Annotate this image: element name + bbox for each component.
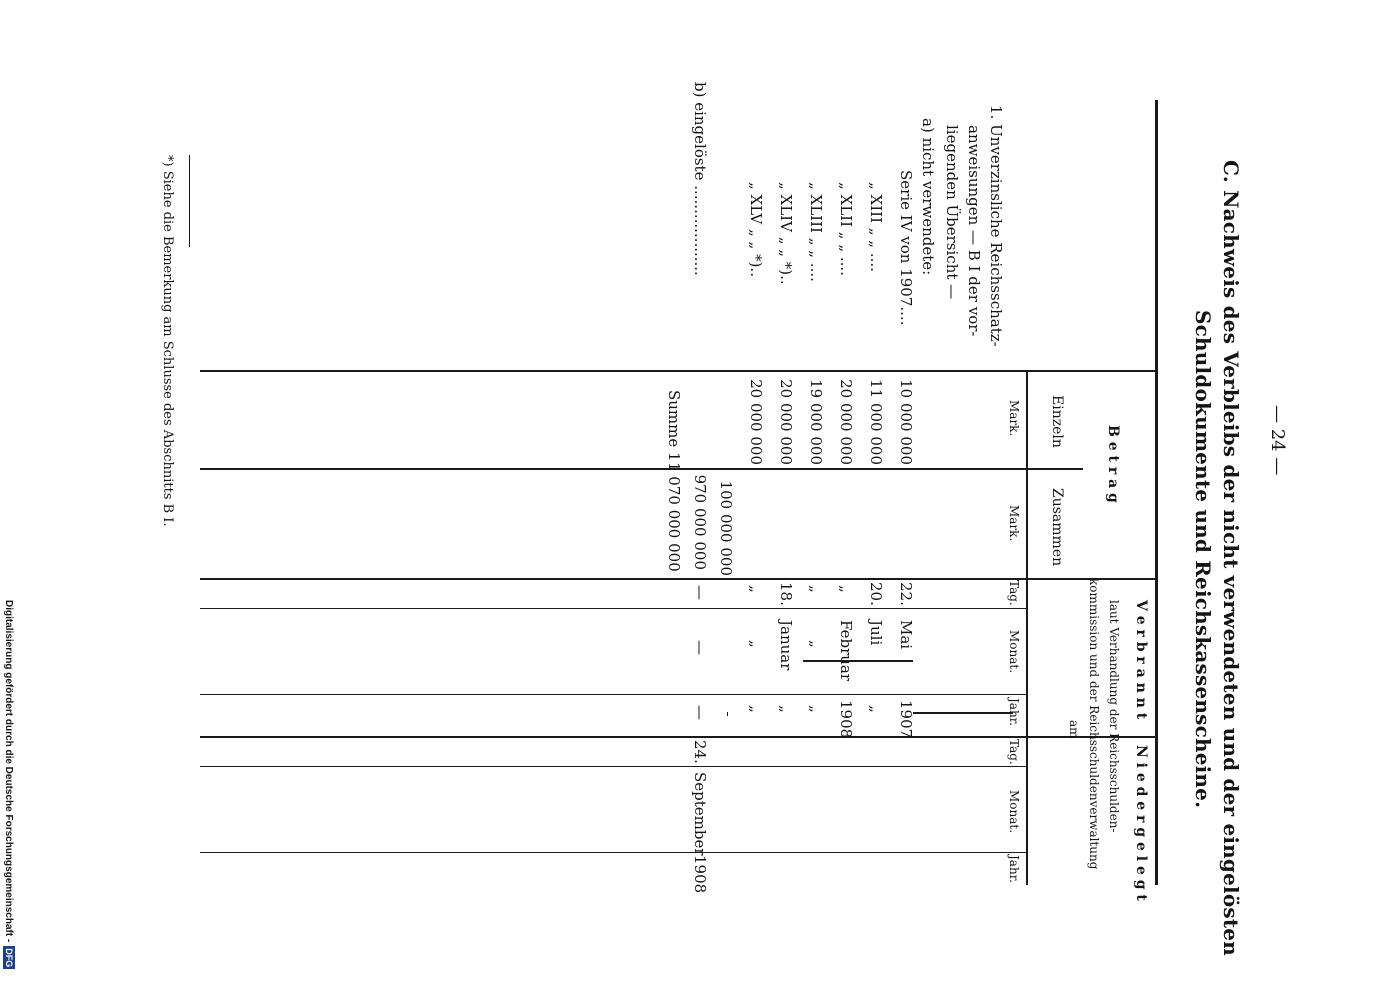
section-line-1: 1. Unverzinsliche Reichsschatz- [987, 105, 1005, 347]
row-b-jahr: — [691, 705, 709, 720]
dfg-credit [3, 600, 15, 969]
row-jahr: 1908 [837, 700, 855, 739]
row-tag: 22. [897, 582, 915, 606]
row-jahr: „ [777, 705, 795, 713]
row-monat: Juli [867, 620, 885, 646]
section-line-2: anweisungen — B I der vor- [965, 125, 983, 337]
laut-line-2: kommission und der Reichsschuldenverwaltung [1087, 578, 1101, 870]
header-bottom-rule [1026, 370, 1028, 885]
page-number: — 24 — [1267, 405, 1288, 476]
row-tag: „ [807, 585, 825, 593]
title-line-2: Schuldokumente und Reichskassenscheine. [1191, 310, 1215, 809]
row-tag: „ [747, 585, 765, 593]
row-b-niedergelegt-tag: 24. [691, 740, 709, 764]
footnote: *) Siehe die Bemerkung am Schlusse des Abschnitts B I. [160, 155, 175, 527]
row-monat: „ [807, 640, 825, 648]
section-a-label: a) nicht verwendete: [919, 118, 937, 276]
einzeln-mark-unit: Mark. [1007, 400, 1021, 437]
verbrannt-niedergelegt-rule [200, 736, 1155, 738]
zusammen-mark-unit: Mark. [1007, 505, 1021, 542]
row-jahr: „ [867, 705, 885, 713]
row-b-label: b) eingelöste ................... [691, 82, 709, 276]
laut-line-1: laut Verhandlung der Reichsschulden- [1107, 600, 1121, 833]
verbrannt-header: V e r b r a n n t [1133, 600, 1149, 720]
row-monat: Februar [837, 620, 855, 682]
row-label: „ XLII „ „ .... [837, 182, 855, 276]
betrag-header: B e t r a g [1105, 425, 1121, 503]
niedergelegt-header: N i e d e r g e l e g t [1133, 745, 1149, 901]
niedergelegt-tag-header: Tag. [1007, 739, 1021, 765]
row-einzeln: 20 000 000 [837, 379, 855, 465]
row-monat: Januar [777, 620, 795, 671]
top-rule [1155, 100, 1158, 885]
verbrannt-tag-header: Tag. [1007, 580, 1021, 606]
row-jahr: „ [747, 705, 765, 713]
row-label: Serie IV von 1907.... [897, 170, 915, 326]
row-tag: 20. [867, 582, 885, 606]
row-monat: Mai [897, 620, 915, 650]
row-monat: „ [747, 640, 765, 648]
niedergelegt-tag-rule [200, 766, 1028, 767]
tag-column-rule [200, 608, 1028, 609]
row-b-monat: — [691, 640, 709, 655]
row-b-zusammen: 970 000 000 [691, 474, 709, 570]
einzeln-column-rule [200, 468, 1083, 470]
summe-value: 1 070 000 000 [665, 462, 683, 572]
row-label: „ XIII „ „ .... [867, 182, 885, 272]
row-einzeln: 10 000 000 [897, 379, 915, 465]
footnote-rule [189, 155, 190, 247]
laut-line-3: am [1067, 720, 1081, 739]
subtotal-tick [727, 712, 728, 716]
verbrannt-monat-header: Monat. [1007, 630, 1021, 674]
row-label: „ XLV „ „ *).. [747, 182, 765, 277]
dfg-logo-icon: DFG [4, 948, 14, 968]
row-jahr: „ [807, 705, 825, 713]
dfg-credit-text: Digitalisierung gefördert durch die Deutsche Forschungsgemeinschaft - [3, 600, 14, 943]
row-b-tag: — [691, 585, 709, 600]
zusammen-header: Zusammen [1049, 488, 1065, 567]
section-line-3: liegenden Übersicht — [943, 125, 961, 300]
monat-column-rule [200, 694, 1028, 695]
row-b-niedergelegt-monat: September [691, 772, 709, 856]
summe-label: Summe 1 [665, 390, 683, 462]
zusammen-sum-rule [803, 660, 913, 662]
label-column-rule [200, 370, 1155, 372]
niedergelegt-jahr-header: Jahr. [1007, 855, 1021, 883]
row-b-niedergelegt-jahr: 1908 [691, 855, 709, 894]
row-tag: „ [837, 585, 855, 593]
niedergelegt-monat-rule [200, 852, 1028, 853]
row-tag: 18. [777, 582, 795, 606]
row-einzeln: 20 000 000 [747, 379, 765, 465]
einzeln-header: Einzeln [1049, 395, 1065, 448]
row-label: „ XLIV „ „ *).. [777, 182, 795, 285]
subtotal-a-zusammen: 100 000 000 [717, 480, 735, 576]
row-jahr: 1907 [897, 700, 915, 739]
einzeln-sum-rule [913, 712, 1013, 714]
verbrannt-jahr-header: Jahr. [1007, 698, 1021, 726]
row-label: „ XLIII „ „ .... [807, 182, 825, 282]
row-einzeln: 11 000 000 [867, 379, 885, 465]
title-line-1: C. Nachweis des Verbleibs der nicht verwendeten und der eingelösten [1219, 160, 1243, 956]
row-einzeln: 20 000 000 [777, 379, 795, 465]
niedergelegt-monat-header: Monat. [1007, 790, 1021, 834]
row-einzeln: 19 000 000 [807, 379, 825, 465]
